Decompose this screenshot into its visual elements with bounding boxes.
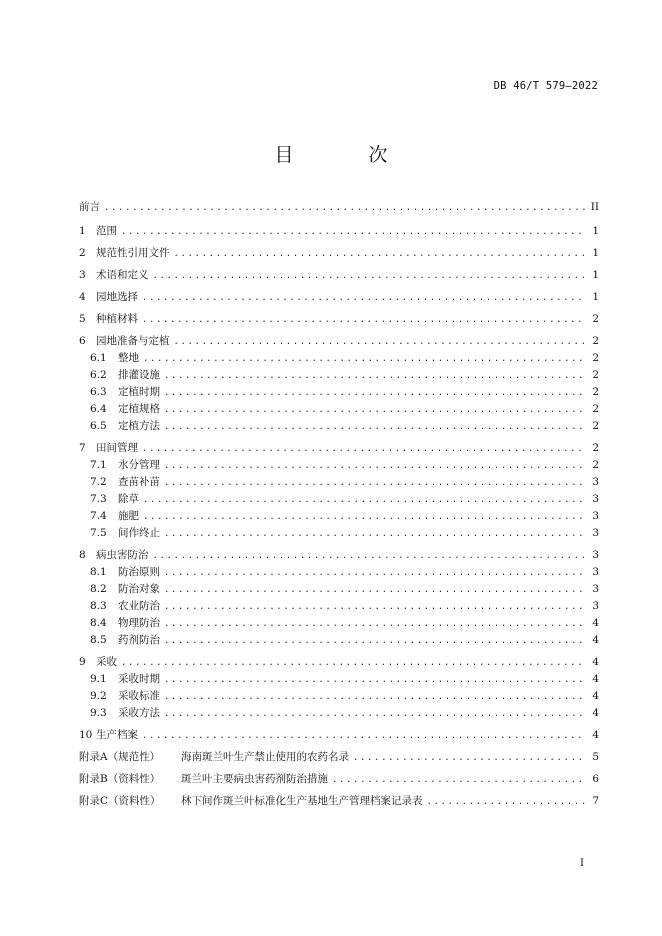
toc-entry-label: 水分管理: [118, 459, 160, 471]
toc-dot-leader: [164, 692, 585, 702]
toc-entry-number: 8.5: [90, 634, 107, 646]
toc-entry-page: 2: [592, 420, 599, 432]
toc-entry-number: 7.2: [90, 476, 107, 488]
toc-entry-label: 斑兰叶主要病虫害药剂防治措施: [181, 773, 328, 785]
toc-dot-leader: [164, 636, 585, 646]
toc-entry-page: 2: [592, 442, 599, 454]
toc-dot-leader: [143, 354, 585, 364]
footer-page-number: I: [580, 858, 584, 869]
toc-entry-label: 定植规格: [118, 403, 160, 415]
toc-dot-leader: [164, 709, 585, 719]
toc-dot-leader: [164, 529, 585, 539]
toc-entry-page: 3: [592, 510, 599, 522]
toc-entry[interactable]: [79, 384, 599, 401]
toc-entry-label: 术语和定义: [96, 269, 149, 281]
toc-entry[interactable]: [79, 749, 599, 766]
toc-entry-page: 3: [592, 600, 599, 612]
toc-entry-label: 查苗补苗: [118, 476, 160, 488]
toc-entry-number: 6.2: [90, 369, 107, 381]
toc-dot-leader: [353, 753, 585, 763]
toc-entry-number: 附录C（资料性）: [79, 795, 161, 807]
toc-entry-label: 田间管理: [96, 442, 138, 454]
toc-entry-number: 3: [79, 269, 86, 281]
toc-entry-label: 病虫害防治: [96, 549, 149, 561]
toc-dot-leader: [164, 602, 585, 612]
toc-entry[interactable]: [79, 727, 599, 744]
toc-entry[interactable]: [79, 771, 599, 788]
toc-entry-number: 7.3: [90, 493, 107, 505]
toc-dot-leader: [153, 271, 586, 281]
toc-entry-page: 2: [592, 335, 599, 347]
toc-entry-number: 6.5: [90, 420, 107, 432]
toc-entry-label: 除草: [118, 493, 139, 505]
toc-entry-number: 附录B（资料性）: [79, 773, 161, 785]
toc-entry-number: 附录A（规范性）: [79, 751, 161, 763]
toc-entry[interactable]: [79, 440, 599, 457]
toc-entry-page: 4: [592, 656, 599, 668]
toc-entry-page: 2: [592, 403, 599, 415]
toc-dot-leader: [332, 775, 585, 785]
toc-entry-number: 6.4: [90, 403, 107, 415]
table-of-contents: [79, 199, 599, 810]
toc-dot-leader: [164, 461, 585, 471]
toc-entry[interactable]: [79, 525, 599, 542]
toc-dot-leader: [153, 551, 586, 561]
toc-entry[interactable]: [79, 654, 599, 671]
toc-entry[interactable]: [79, 564, 599, 581]
toc-entry-label: 生产档案: [96, 729, 138, 741]
toc-entry-label: 防治对象: [118, 583, 160, 595]
toc-entry-label: 园地选择: [96, 291, 138, 303]
toc-dot-leader: [104, 203, 585, 213]
toc-entry-label: 整地: [118, 352, 139, 364]
toc-entry[interactable]: [79, 311, 599, 328]
toc-entry-number: 7.1: [90, 459, 107, 471]
toc-entry-page: 4: [592, 634, 599, 646]
toc-dot-leader: [164, 675, 585, 685]
toc-dot-leader: [142, 293, 585, 303]
toc-entry[interactable]: [79, 267, 599, 284]
toc-entry-page: 6: [592, 773, 599, 785]
toc-entry-page: 3: [592, 493, 599, 505]
toc-entry[interactable]: [79, 705, 599, 722]
toc-dot-leader: [142, 731, 585, 741]
toc-entry-page: 2: [592, 386, 599, 398]
toc-entry[interactable]: [79, 491, 599, 508]
toc-entry-label: 农业防治: [118, 600, 160, 612]
toc-entry-number: 6.1: [90, 352, 107, 364]
toc-entry-label: 药剂防治: [118, 634, 160, 646]
toc-entry[interactable]: [79, 793, 599, 810]
toc-dot-leader: [143, 512, 585, 522]
toc-entry-label: 排灌设施: [118, 369, 160, 381]
toc-entry-number: 4: [79, 291, 86, 303]
toc-entry[interactable]: [79, 598, 599, 615]
toc-entry-label: 园地准备与定植: [96, 335, 170, 347]
toc-entry-page: 1: [592, 225, 599, 237]
toc-entry-page: 4: [592, 617, 599, 629]
toc-entry-page: 4: [592, 673, 599, 685]
toc-entry[interactable]: [79, 615, 599, 632]
toc-entry-page: 1: [592, 247, 599, 259]
toc-entry-page: 2: [592, 369, 599, 381]
toc-dot-leader: [164, 619, 585, 629]
toc-dot-leader: [143, 495, 585, 505]
toc-entry-number: 2: [79, 247, 86, 259]
toc-entry[interactable]: [79, 508, 599, 525]
toc-entry-page: 2: [592, 352, 599, 364]
toc-entry-label: 海南斑兰叶生产禁止使用的农药名录: [181, 751, 349, 763]
toc-entry-page: 3: [592, 566, 599, 578]
toc-entry-number: 7.5: [90, 527, 107, 539]
toc-entry-number: 9.2: [90, 690, 107, 702]
toc-entry[interactable]: [79, 688, 599, 705]
toc-entry-label: 定植时期: [118, 386, 160, 398]
toc-entry-label: 林下间作斑兰叶标准化生产基地生产管理档案记录表: [181, 795, 423, 807]
toc-entry[interactable]: [79, 457, 599, 474]
toc-entry-number: 10: [79, 729, 93, 741]
toc-entry[interactable]: [79, 289, 599, 306]
toc-entry-number: 5: [79, 313, 86, 325]
toc-entry-number: 9.1: [90, 673, 107, 685]
toc-entry[interactable]: [79, 223, 599, 240]
toc-dot-leader: [164, 371, 585, 381]
toc-dot-leader: [164, 478, 585, 488]
toc-entry[interactable]: [79, 401, 599, 418]
toc-dot-leader: [164, 568, 585, 578]
toc-dot-leader: [142, 444, 585, 454]
toc-entry-label: 采收时期: [118, 673, 160, 685]
toc-entry-page: 3: [592, 583, 599, 595]
toc-entry[interactable]: [79, 367, 599, 384]
toc-entry-number: 9.3: [90, 707, 107, 719]
toc-entry-page: 3: [592, 549, 599, 561]
toc-entry-page: 4: [592, 729, 599, 741]
toc-entry-label: 施肥: [118, 510, 139, 522]
toc-entry-page: 2: [592, 459, 599, 471]
toc-entry[interactable]: [79, 245, 599, 262]
toc-entry-label: 规范性引用文件: [96, 247, 170, 259]
toc-entry[interactable]: [79, 199, 599, 216]
toc-entry-label: 间作终止: [118, 527, 160, 539]
toc-dot-leader: [427, 797, 586, 807]
toc-dot-leader: [174, 337, 586, 347]
toc-entry[interactable]: [79, 350, 599, 367]
toc-entry-label: 前言: [79, 201, 100, 213]
toc-entry-label: 采收: [96, 656, 117, 668]
toc-entry-number: 7.4: [90, 510, 107, 522]
toc-entry-label: 采收方法: [118, 707, 160, 719]
toc-dot-leader: [164, 585, 585, 595]
toc-dot-leader: [174, 249, 586, 259]
toc-entry[interactable]: [79, 671, 599, 688]
toc-dot-leader: [121, 227, 585, 237]
page-title-text: 目 次: [274, 144, 416, 166]
toc-entry-number: 8.3: [90, 600, 107, 612]
toc-dot-leader: [142, 315, 585, 325]
toc-entry[interactable]: [79, 474, 599, 491]
toc-entry-page: 4: [592, 690, 599, 702]
toc-entry[interactable]: [79, 632, 599, 649]
toc-entry-page: 7: [592, 795, 599, 807]
toc-entry-number: 8.2: [90, 583, 107, 595]
document-code: DB 46/T 579—2022: [493, 80, 598, 92]
toc-entry-page: 1: [592, 269, 599, 281]
toc-dot-leader: [164, 405, 585, 415]
toc-entry[interactable]: [79, 333, 599, 350]
toc-entry-number: 8.1: [90, 566, 107, 578]
toc-entry-label: 种植材料: [96, 313, 138, 325]
toc-entry-label: 范围: [96, 225, 117, 237]
toc-entry-number: 9: [79, 656, 86, 668]
toc-entry-number: 1: [79, 225, 86, 237]
toc-entry-page: 3: [592, 527, 599, 539]
toc-entry[interactable]: [79, 581, 599, 598]
toc-entry-page: 1: [592, 291, 599, 303]
toc-entry-label: 采收标准: [118, 690, 160, 702]
toc-entry-page: 4: [592, 707, 599, 719]
toc-dot-leader: [164, 388, 585, 398]
toc-entry-number: 6: [79, 335, 86, 347]
toc-entry-label: 物理防治: [118, 617, 160, 629]
toc-entry[interactable]: [79, 418, 599, 435]
toc-entry-page: 3: [592, 476, 599, 488]
toc-entry[interactable]: [79, 547, 599, 564]
toc-entry-number: 6.3: [90, 386, 107, 398]
page-title: [0, 140, 662, 167]
toc-entry-number: 8.4: [90, 617, 107, 629]
toc-dot-leader: [121, 658, 585, 668]
toc-entry-label: 定植方法: [118, 420, 160, 432]
toc-entry-number: 8: [79, 549, 86, 561]
toc-dot-leader: [164, 422, 585, 432]
toc-entry-page: 2: [592, 313, 599, 325]
toc-entry-page: II: [590, 201, 599, 213]
toc-entry-page: 5: [592, 751, 599, 763]
toc-entry-label: 防治原则: [118, 566, 160, 578]
toc-entry-number: 7: [79, 442, 86, 454]
